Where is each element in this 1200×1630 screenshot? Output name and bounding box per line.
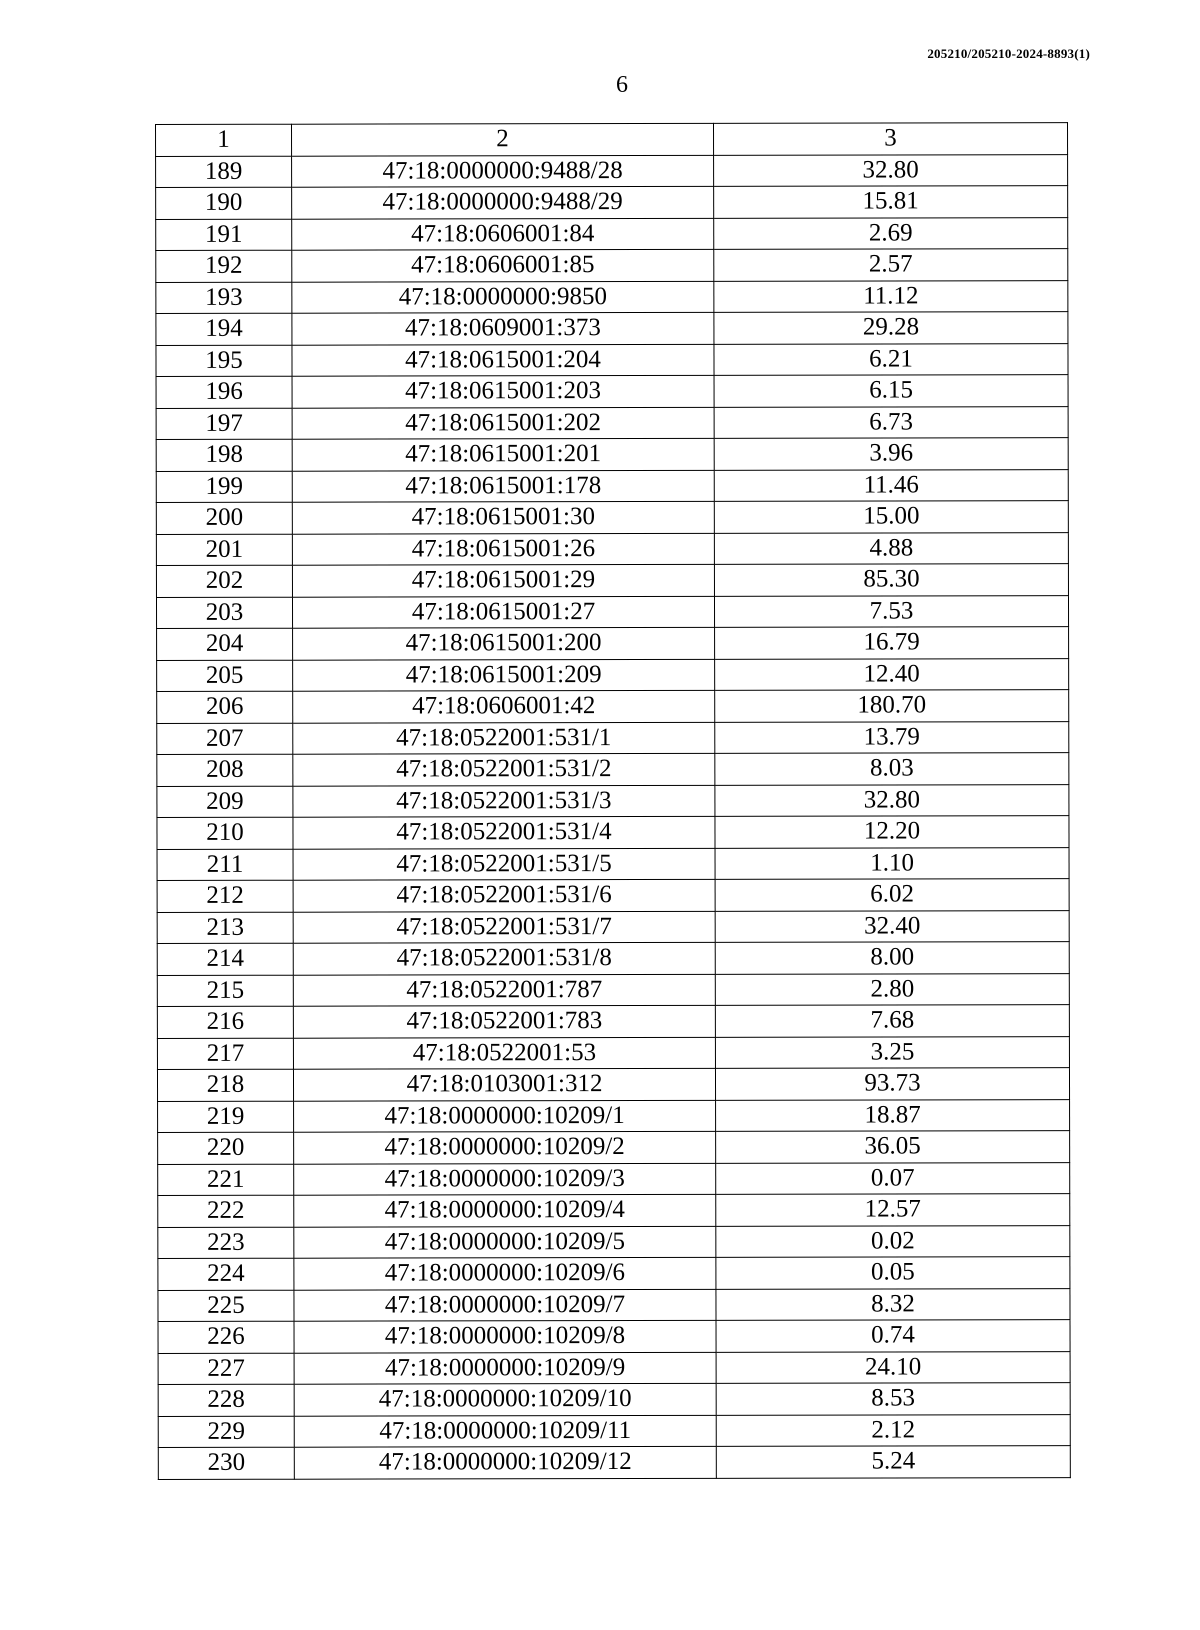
cadastral-number-cell: 47:18:0000000:10209/9 (294, 1352, 716, 1384)
cadastral-number-cell: 47:18:0606001:85 (292, 249, 714, 281)
row-number-cell: 228 (158, 1384, 294, 1416)
table-row (157, 721, 1069, 754)
row-number-cell: 190 (156, 187, 292, 219)
row-number-cell: 211 (157, 849, 293, 881)
value-cell: 32.40 (715, 910, 1069, 942)
cadastral-number-cell: 47:18:0000000:10209/6 (294, 1257, 716, 1289)
value-cell: 2.57 (714, 249, 1068, 281)
value-cell: 6.15 (714, 375, 1068, 407)
table-row (156, 249, 1068, 282)
table-row (158, 1414, 1070, 1447)
value-cell: 0.05 (716, 1257, 1070, 1289)
value-cell: 24.10 (716, 1351, 1070, 1383)
cadastral-number-cell: 47:18:0522001:531/6 (293, 879, 715, 911)
cadastral-number-cell: 47:18:0606001:84 (292, 218, 714, 250)
row-number-cell: 229 (158, 1416, 294, 1448)
value-cell: 32.80 (715, 784, 1069, 816)
cadastral-number-cell: 47:18:0522001:531/3 (293, 785, 715, 817)
value-cell: 12.40 (715, 658, 1069, 690)
table-row (156, 438, 1068, 471)
table-row (157, 1036, 1069, 1069)
table-row (158, 1225, 1070, 1258)
cadastral-number-cell: 47:18:0000000:10209/7 (294, 1289, 716, 1321)
table-row (158, 1194, 1070, 1227)
cadastral-number-cell: 47:18:0000000:10209/12 (294, 1446, 716, 1478)
row-number-cell: 189 (156, 156, 292, 188)
row-number-cell: 214 (157, 943, 293, 975)
cadastral-number-cell: 47:18:0522001:531/2 (293, 753, 715, 785)
table-row (156, 154, 1068, 187)
table-row (157, 973, 1069, 1006)
value-cell: 18.87 (716, 1099, 1070, 1131)
row-number-cell: 219 (158, 1101, 294, 1133)
table-row (156, 375, 1068, 408)
row-number-cell: 220 (158, 1132, 294, 1164)
column-header: 3 (713, 123, 1067, 155)
cadastral-number-cell: 47:18:0000000:10209/10 (294, 1383, 716, 1415)
row-number-cell: 223 (158, 1227, 294, 1259)
table-row (158, 1320, 1070, 1353)
row-number-cell: 202 (156, 565, 292, 597)
value-cell: 32.80 (714, 154, 1068, 186)
cadastral-number-cell: 47:18:0615001:201 (292, 438, 714, 470)
cadastral-number-cell: 47:18:0615001:30 (292, 501, 714, 533)
row-number-cell: 195 (156, 345, 292, 377)
cadastral-number-cell: 47:18:0000000:10209/2 (294, 1131, 716, 1163)
cadastral-number-cell: 47:18:0522001:53 (293, 1037, 715, 1069)
table-row (156, 406, 1068, 439)
cadastral-number-cell: 47:18:0615001:203 (292, 375, 714, 407)
value-cell: 93.73 (715, 1068, 1069, 1100)
table-row (158, 1383, 1070, 1416)
row-number-cell: 206 (157, 691, 293, 723)
table-row (158, 1351, 1070, 1384)
value-cell: 0.07 (716, 1162, 1070, 1194)
cadastral-number-cell: 47:18:0000000:10209/1 (294, 1100, 716, 1132)
table-row (157, 879, 1069, 912)
table-row (156, 186, 1068, 219)
value-cell: 6.73 (714, 406, 1068, 438)
page-number: 6 (616, 72, 628, 98)
cadastral-number-cell: 47:18:0522001:787 (293, 974, 715, 1006)
row-number-cell: 205 (157, 660, 293, 692)
row-number-cell: 222 (158, 1195, 294, 1227)
data-table (155, 122, 1071, 1479)
row-number-cell: 200 (156, 502, 292, 534)
cadastral-number-cell: 47:18:0000000:10209/5 (294, 1226, 716, 1258)
value-cell: 85.30 (714, 564, 1068, 596)
value-cell: 7.53 (714, 595, 1068, 627)
row-number-cell: 197 (156, 408, 292, 440)
table-row (157, 847, 1069, 880)
table-row (157, 753, 1069, 786)
value-cell: 4.88 (714, 532, 1068, 564)
table-row (156, 501, 1068, 534)
table-row (158, 1257, 1070, 1290)
value-cell: 36.05 (716, 1131, 1070, 1163)
table-row (157, 784, 1069, 817)
row-number-cell: 196 (156, 376, 292, 408)
value-cell: 1.10 (715, 847, 1069, 879)
value-cell: 2.80 (715, 973, 1069, 1005)
value-cell: 11.46 (714, 469, 1068, 501)
table-row (157, 910, 1069, 943)
row-number-cell: 192 (156, 250, 292, 282)
value-cell: 2.12 (716, 1414, 1070, 1446)
cadastral-number-cell: 47:18:0000000:9850 (292, 281, 714, 313)
cadastral-number-cell: 47:18:0000000:9488/29 (292, 186, 714, 218)
value-cell: 3.25 (715, 1036, 1069, 1068)
cadastral-number-cell: 47:18:0615001:200 (293, 627, 715, 659)
row-number-cell: 230 (158, 1447, 294, 1479)
cadastral-number-cell: 47:18:0615001:178 (292, 470, 714, 502)
table-row (157, 627, 1069, 660)
cadastral-number-cell: 47:18:0000000:10209/4 (294, 1194, 716, 1226)
table-row (158, 1162, 1070, 1195)
table-row (157, 658, 1069, 691)
row-number-cell: 213 (157, 912, 293, 944)
value-cell: 8.53 (716, 1383, 1070, 1415)
row-number-cell: 203 (156, 597, 292, 629)
row-number-cell: 221 (158, 1164, 294, 1196)
value-cell: 5.24 (716, 1446, 1070, 1478)
value-cell: 3.96 (714, 438, 1068, 470)
table-row (156, 217, 1068, 250)
row-number-cell: 217 (157, 1038, 293, 1070)
row-number-cell: 225 (158, 1290, 294, 1322)
cadastral-number-cell: 47:18:0615001:202 (292, 407, 714, 439)
value-cell: 180.70 (715, 690, 1069, 722)
row-number-cell: 218 (157, 1069, 293, 1101)
cadastral-number-cell: 47:18:0615001:209 (293, 659, 715, 691)
row-number-cell: 207 (157, 723, 293, 755)
row-number-cell: 216 (157, 1006, 293, 1038)
row-number-cell: 227 (158, 1353, 294, 1385)
table-row (157, 690, 1069, 723)
row-number-cell: 208 (157, 754, 293, 786)
table-row (158, 1446, 1070, 1479)
row-number-cell: 226 (158, 1321, 294, 1353)
value-cell: 29.28 (714, 312, 1068, 344)
value-cell: 7.68 (715, 1005, 1069, 1037)
cadastral-number-cell: 47:18:0615001:29 (292, 564, 714, 596)
cadastral-number-cell: 47:18:0000000:10209/3 (294, 1163, 716, 1195)
row-number-cell: 215 (157, 975, 293, 1007)
value-cell: 8.03 (715, 753, 1069, 785)
cadastral-number-cell: 47:18:0522001:531/1 (293, 722, 715, 754)
cadastral-number-cell: 47:18:0000000:10209/11 (294, 1415, 716, 1447)
column-header: 2 (292, 123, 714, 155)
table-row (156, 532, 1068, 565)
cadastral-number-cell: 47:18:0522001:531/4 (293, 816, 715, 848)
value-cell: 0.02 (716, 1225, 1070, 1257)
row-number-cell: 209 (157, 786, 293, 818)
column-header: 1 (156, 124, 292, 156)
value-cell: 0.74 (716, 1320, 1070, 1352)
table-body (156, 154, 1071, 1479)
row-number-cell: 193 (156, 282, 292, 314)
row-number-cell: 198 (156, 439, 292, 471)
cadastral-number-cell: 47:18:0522001:531/5 (293, 848, 715, 880)
value-cell: 16.79 (715, 627, 1069, 659)
cadastral-number-cell: 47:18:0615001:26 (292, 533, 714, 565)
table-row (156, 312, 1068, 345)
table-row (156, 595, 1068, 628)
table-row (157, 1068, 1069, 1101)
cadastral-number-cell: 47:18:0522001:531/7 (293, 911, 715, 943)
value-cell: 12.20 (715, 816, 1069, 848)
row-number-cell: 212 (157, 880, 293, 912)
cadastral-number-cell: 47:18:0609001:373 (292, 312, 714, 344)
row-number-cell: 191 (156, 219, 292, 251)
table-row (156, 564, 1068, 597)
cadastral-number-cell: 47:18:0522001:783 (293, 1005, 715, 1037)
row-number-cell: 210 (157, 817, 293, 849)
cadastral-number-cell: 47:18:0000000:9488/28 (292, 155, 714, 187)
table-row (158, 1099, 1070, 1132)
document-id: 205210/205210-2024-8893(1) (927, 46, 1090, 61)
cadastral-number-cell: 47:18:0606001:42 (293, 690, 715, 722)
row-number-cell: 194 (156, 313, 292, 345)
cadastral-number-cell: 47:18:0522001:531/8 (293, 942, 715, 974)
table-row (157, 816, 1069, 849)
value-cell: 11.12 (714, 280, 1068, 312)
table-row (158, 1131, 1070, 1164)
cadastral-number-cell: 47:18:0615001:27 (292, 596, 714, 628)
value-cell: 2.69 (714, 217, 1068, 249)
row-number-cell: 204 (157, 628, 293, 660)
cadastral-number-cell: 47:18:0615001:204 (292, 344, 714, 376)
value-cell: 8.00 (715, 942, 1069, 974)
cadastral-number-cell: 47:18:0103001:312 (293, 1068, 715, 1100)
table-header (156, 123, 1068, 156)
value-cell: 15.81 (714, 186, 1068, 218)
table-row (157, 1005, 1069, 1038)
value-cell: 15.00 (714, 501, 1068, 533)
value-cell: 6.21 (714, 343, 1068, 375)
table-row (157, 942, 1069, 975)
value-cell: 12.57 (716, 1194, 1070, 1226)
table-row (156, 343, 1068, 376)
table-row (156, 469, 1068, 502)
row-number-cell: 201 (156, 534, 292, 566)
table-row (158, 1288, 1070, 1321)
row-number-cell: 199 (156, 471, 292, 503)
header-row (156, 123, 1068, 156)
table-row (156, 280, 1068, 313)
cadastral-number-cell: 47:18:0000000:10209/8 (294, 1320, 716, 1352)
value-cell: 8.32 (716, 1288, 1070, 1320)
value-cell: 6.02 (715, 879, 1069, 911)
row-number-cell: 224 (158, 1258, 294, 1290)
value-cell: 13.79 (715, 721, 1069, 753)
